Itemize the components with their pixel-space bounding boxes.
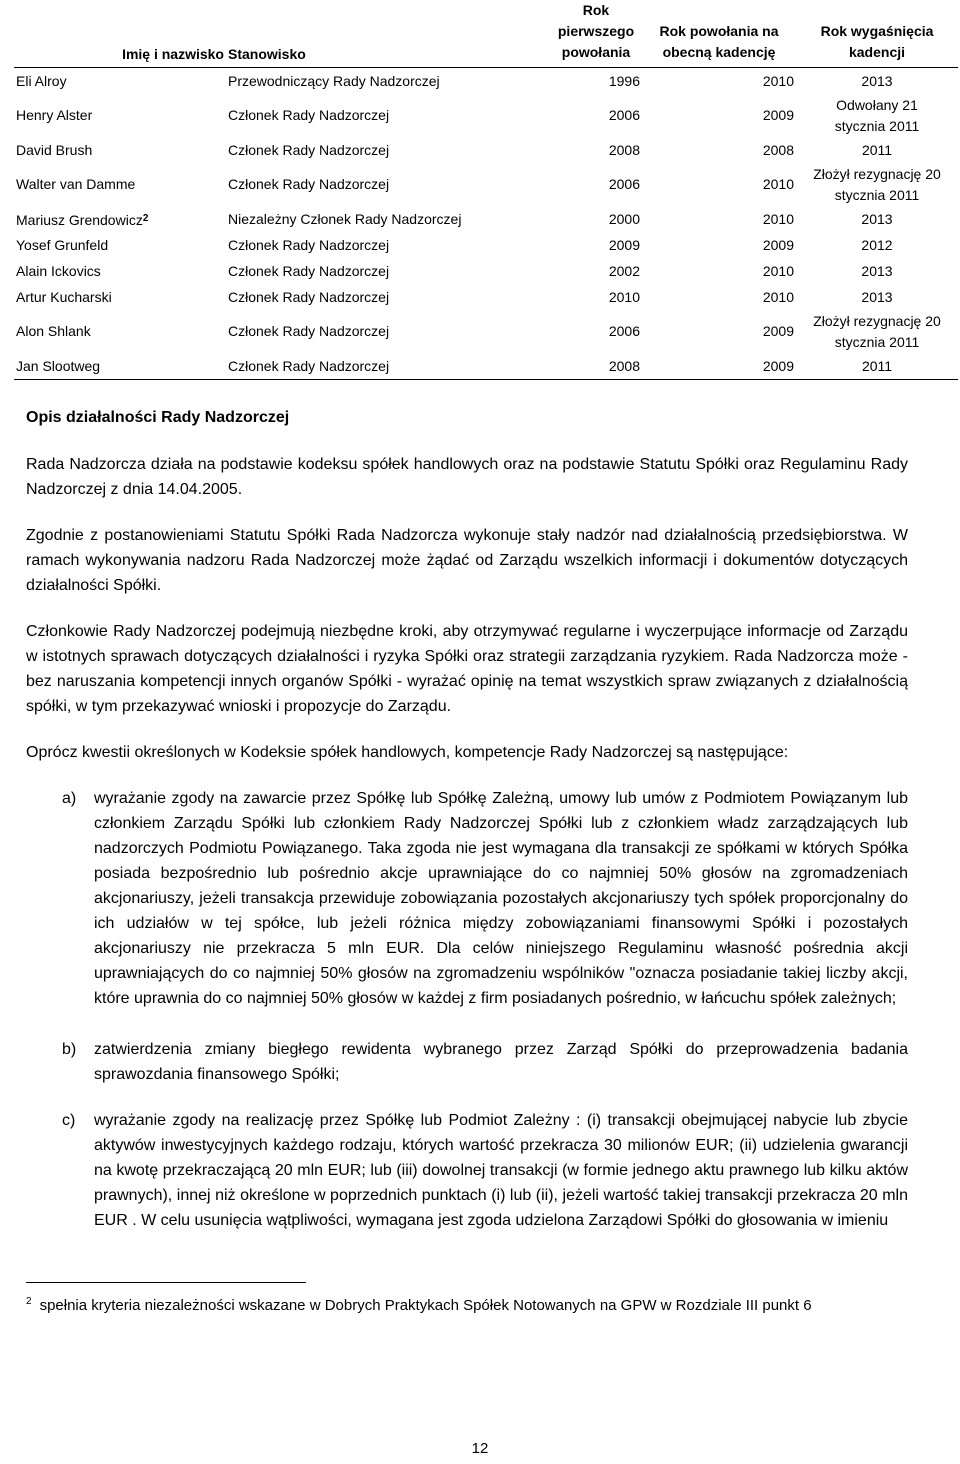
- expiry-line: stycznia 2011: [834, 333, 920, 350]
- table-header-row: [14, 0, 958, 68]
- table-row: [14, 137, 958, 163]
- header-line: Rok wygaśnięcia: [820, 23, 934, 39]
- member-name: Alon Shlank: [16, 323, 91, 339]
- member-current-term: 2010: [762, 288, 794, 305]
- member-position: Członek Rady Nadzorczej: [228, 176, 390, 192]
- member-name: Alain Ickovics: [16, 262, 101, 279]
- member-name-text: Mariusz Grendowicz: [16, 211, 143, 228]
- table-row: [14, 163, 958, 206]
- member-current-term: 2009: [762, 236, 794, 253]
- header-expiry: [796, 0, 958, 68]
- member-current-term: 2009: [642, 353, 796, 380]
- member-expiry: 2013: [861, 288, 893, 305]
- footnote: [26, 1290, 910, 1318]
- member-current-term: 2009: [762, 323, 794, 339]
- header-line: pierwszego: [557, 23, 635, 39]
- footnote-text: spełnia kryteria niezależności wskazane w Dobrych Praktykach Spółek Notowanych na GPW w Rozdziale III punkt 6: [39, 1297, 812, 1314]
- member-name: Artur Kucharski: [16, 288, 112, 305]
- paragraph: Członkowie Rady Nadzorczej podejmują niezbędne kroki, aby otrzymywać regularne i wyczerpujące informacje od Zarządu w istotnych sprawach dotyczących działalności i ryzyka Spółki oraz strategii zarządzania ryzykiem. Rada Nadzorcza może - bez naruszania kompetencji innych organów Spółki - wyrażać opinię na temat wszystkich spraw związanych z działalnością spółki, w tym przekazywać wnioski i propozycje do Zarządu.: [26, 623, 908, 715]
- paragraph: Rada Nadzorcza działa na podstawie kodeksu spółek handlowych oraz na podstawie Statutu Spółki oraz Regulaminu Rady Nadzorczej z dnia 14.04.2005.: [26, 456, 908, 498]
- member-expiry: 2013: [861, 72, 893, 89]
- list-text: zatwierdzenia zmiany biegłego rewidenta wybranego przez Zarząd Spółki do przeprowadzenia badania sprawozdania finansowego Spółki;: [94, 1041, 908, 1083]
- list-label: a): [62, 790, 77, 807]
- header-line: Rok powołania na: [659, 23, 779, 39]
- member-position: Członek Rady Nadzorczej: [228, 141, 390, 158]
- header-name: Imię i nazwisko: [14, 0, 226, 68]
- member-expiry: 2012: [861, 236, 893, 253]
- member-expiry: [796, 163, 958, 206]
- member-current-term: 2010: [762, 210, 794, 227]
- list-label: c): [62, 1112, 76, 1129]
- list-text: wyrażanie zgody na zawarcie przez Spółkę lub Spółkę Zależną, umowy lub umów z Podmiotem Powiązanym lub członkiem Zarządu Spółki lub członkiem Rady Nadzorczej Spółki lub z członkiem władz zarządzających lub nadzorczych Podmiotu Powiązanego. Taka zgoda nie jest wymagana dla transakcji ze spółkami w których Spółka posiada bezpośrednio lub pośrednio akcje uprawniające do co najmniej 50% głosów na zgromadzeniach akcjonariuszy, jeżeli transakcja przewiduje zobowiązania pozostałych akcjonariuszy tych spółek proporcjonalny do ich udziałów w tej spółce, lub jeżeli różnica między zobowiązaniami finansowymi Spółki i pozostałych akcjonariuszy nie przekracza 5 mln EUR. Dla celów niniejszego Regulaminu własność pośrednia akcji uprawniających do co najmniej 50% głosów na zgromadzeniu wspólników "oznacza posiadanie takiej liczby akcji, które uprawnia do co najmniej 50% głosów w każdej z firm posiadanych pośrednio, w łańcuchu spółek zależnych;: [94, 790, 908, 1007]
- member-first-year: 2010: [608, 288, 640, 305]
- member-first-year: 1996: [608, 72, 640, 89]
- expiry-line: stycznia 2011: [834, 117, 920, 134]
- member-position: Niezależny Członek Rady Nadzorczej: [228, 210, 462, 227]
- table-row: [14, 310, 958, 353]
- member-name: Eli Alroy: [16, 72, 67, 89]
- member-position: Członek Rady Nadzorczej: [228, 236, 390, 253]
- member-expiry: [796, 310, 958, 353]
- footnote-ref: 2: [142, 212, 149, 224]
- member-first-year: 2002: [608, 262, 640, 279]
- member-first-year: 2000: [608, 210, 640, 227]
- member-position: Przewodniczący Rady Nadzorczej: [228, 72, 440, 89]
- member-expiry: 2011: [861, 141, 893, 158]
- member-expiry: 2013: [861, 262, 893, 279]
- member-first-year: 2008: [608, 141, 640, 158]
- expiry-line: Złożył rezygnację 20: [813, 165, 941, 182]
- table-row: [14, 206, 958, 232]
- table-row: [14, 68, 958, 95]
- list-label: b): [62, 1041, 77, 1058]
- member-name: Jan Slootweg: [14, 353, 226, 380]
- member-first-year: 2009: [608, 236, 640, 253]
- member-expiry: [796, 94, 958, 137]
- member-first-year: 2006: [608, 107, 640, 123]
- member-name: Henry Alster: [16, 107, 93, 123]
- member-position: Członek Rady Nadzorczej: [226, 353, 550, 380]
- header-line: Rok: [582, 2, 610, 18]
- member-current-term: 2010: [762, 72, 794, 89]
- member-first-year: 2006: [608, 176, 640, 192]
- expiry-line: stycznia 2011: [834, 186, 920, 203]
- header-line: kadencji: [848, 44, 906, 60]
- member-position: Członek Rady Nadzorczej: [228, 323, 390, 339]
- member-current-term: 2010: [762, 176, 794, 192]
- paragraph: Oprócz kwestii określonych w Kodeksie spółek handlowych, kompetencje Rady Nadzorczej są następujące:: [26, 744, 789, 761]
- paragraph: Zgodnie z postanowieniami Statutu Spółki Rada Nadzorcza wykonuje stały nadzór nad działalnością przedsiębiorstwa. W ramach wykonywania nadzoru Rada Nadzorczej może żądać od Zarządu wszelkich informacji i dokumentów dotyczących działalności Spółki.: [26, 527, 908, 594]
- footnote-divider: [26, 1282, 306, 1283]
- header-line: obecną kadencję: [662, 44, 776, 60]
- member-position: Członek Rady Nadzorczej: [228, 262, 390, 279]
- member-position: Członek Rady Nadzorczej: [228, 288, 390, 305]
- header-current-term: [642, 0, 796, 68]
- header-position: Stanowisko: [226, 0, 550, 68]
- member-position: Członek Rady Nadzorczej: [228, 107, 390, 123]
- member-name: Yosef Grunfeld: [16, 236, 109, 253]
- member-expiry: 2011: [796, 353, 958, 380]
- section-heading: Opis działalności Rady Nadzorczej: [26, 409, 290, 426]
- member-first-year: 2008: [550, 353, 642, 380]
- list-text: wyrażanie zgody na realizację przez Spółkę lub Podmiot Zależny : (i) transakcji obejmującej nabycie lub zbycie aktywów inwestycyjnych każdego rodzaju, których wartość przekracza 30 milionów EUR; (ii) udzielenia gwarancji na kwotę przekraczającą 20 mln EUR; lub (iii) dowolnej transakcji (w formie jednego aktu prawnego lub kilku aktów prawnych), innej niż określone w poprzednich punktach (i) lub (ii), jeżeli wartość takiej transakcji przekracza 20 mln EUR . W celu usunięcia wątpliwości, wymagana jest zgoda udzielona Zarządowi Spółki do głosowania w imieniu: [94, 1112, 908, 1229]
- expiry-line: Odwołany 21: [836, 96, 918, 113]
- member-name: David Brush: [16, 141, 93, 158]
- table-row: [14, 94, 958, 137]
- member-name: Walter van Damme: [16, 176, 136, 192]
- member-current-term: 2009: [762, 107, 794, 123]
- page-number: 12: [471, 1440, 489, 1457]
- member-current-term: 2008: [762, 141, 794, 158]
- member-name: [14, 206, 226, 232]
- member-expiry: 2013: [861, 210, 893, 227]
- table-row: [14, 258, 958, 284]
- header-first-year: [550, 0, 642, 68]
- expiry-line: Złożył rezygnację 20: [813, 312, 941, 329]
- header-line: powołania: [561, 44, 631, 60]
- table-row: [14, 353, 958, 380]
- footnote-number: 2: [26, 1296, 32, 1307]
- table-row: [14, 284, 958, 310]
- table-row: [14, 232, 958, 258]
- supervisory-board-table: [14, 0, 958, 380]
- member-first-year: 2006: [608, 323, 640, 339]
- member-current-term: 2010: [762, 262, 794, 279]
